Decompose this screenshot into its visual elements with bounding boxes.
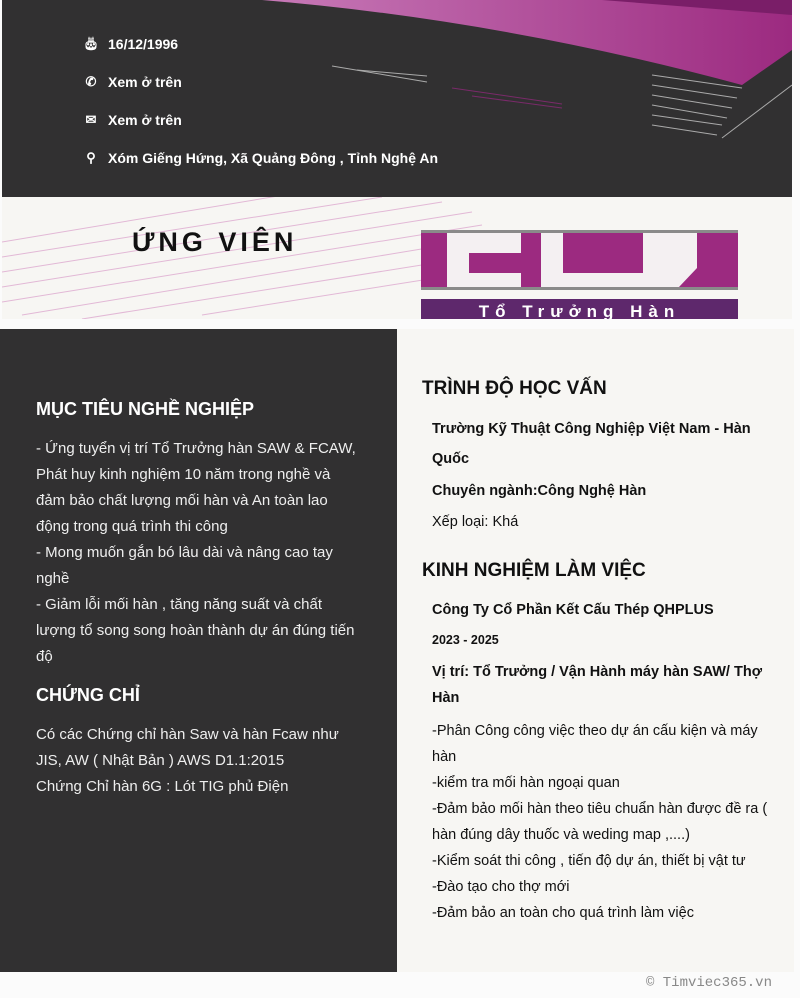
duty-item: -Đào tạo cho thợ mới	[432, 879, 570, 895]
company-name: Công Ty Cổ Phần Kết Cấu Thép QHPLUS	[432, 602, 714, 618]
experience-heading: KINH NGHIỆM LÀM VIỆC	[422, 560, 646, 581]
header	[2, 0, 792, 197]
objective-line: - Giảm lỗi mối hàn , tăng năng suất và chất lượng tổ song song hoàn thành dự án đúng tiến độ	[36, 596, 355, 665]
school-name: Trường Kỹ Thuật Công Nghiệp Việt Nam - Hàn Quốc	[432, 421, 751, 467]
position-banner: Tổ Trưởng Hàn	[421, 299, 738, 319]
left-column	[0, 329, 397, 972]
header-decoration	[2, 0, 792, 197]
phone-row	[82, 74, 182, 90]
objective-heading: MỤC TIÊU NGHỀ NGHIỆP	[36, 399, 255, 419]
work-period: 2023 - 2025	[432, 633, 499, 647]
duty-item: -Kiểm soát thi công , tiến độ dự án, thiết bị vật tư	[432, 853, 746, 869]
phone: Xem ở trên	[108, 74, 182, 90]
email-row	[82, 112, 182, 128]
envelope-icon: ✉	[85, 112, 97, 127]
duty-item: -Đảm bảo mối hàn theo tiêu chuẩn hàn được đề ra ( hàn đúng dây thuốc và weding map ,....)	[432, 801, 768, 843]
certificate-line: Có các Chứng chỉ hàn Saw và hàn Fcaw như JIS, AW ( Nhật Bản ) AWS D1.1:2015	[36, 726, 339, 769]
map-marker-icon: ⚲	[86, 150, 96, 165]
birthday-cake-icon: 🎂︎	[82, 36, 100, 51]
grade: Xếp loại: Khá	[432, 514, 519, 530]
certificates-heading: CHỨNG CHỈ	[36, 685, 140, 705]
job-role: Vị trí: Tổ Trưởng / Vận Hành máy hàn SAW/ Thợ Hàn	[432, 664, 763, 706]
footer-credit: © Timviec365.vn	[645, 975, 772, 991]
duties-list	[432, 718, 777, 926]
objective-text	[36, 436, 356, 670]
right-column	[397, 329, 794, 972]
cv-logo-letters	[421, 233, 738, 287]
duty-item: -Đảm bảo an toàn cho quá trình làm việc	[432, 905, 694, 921]
address-row	[82, 150, 438, 166]
phone-icon: ✆	[85, 74, 97, 89]
candidate-title: ỨNG VIÊN	[132, 227, 298, 257]
duty-item: -Phân Công công việc theo dự án cấu kiện và máy hàn	[432, 723, 758, 765]
major: Chuyên ngành:Công Nghệ Hàn	[432, 483, 647, 499]
birthday-row	[82, 36, 178, 52]
objective-line: - Ứng tuyển vị trí Tổ Trưởng hàn SAW & FCAW, Phát huy kinh nghiệm 10 năm trong nghề và đảm bảo chất lượng mối hàn và An toàn lao động trong quá trình thi công	[36, 440, 356, 535]
education-heading: TRÌNH ĐỘ HỌC VẤN	[422, 378, 607, 399]
objective-line: - Mong muốn gắn bó lâu dài và nâng cao tay nghề	[36, 544, 333, 587]
duty-item: -kiểm tra mối hàn ngoại quan	[432, 775, 620, 791]
profile-band	[2, 197, 792, 319]
certificates-text	[36, 722, 346, 800]
email: Xem ở trên	[108, 112, 182, 128]
birthday: 16/12/1996	[108, 36, 179, 52]
address: Xóm Giếng Hứng, Xã Quảng Đông , Tỉnh Nghệ An	[108, 150, 439, 166]
cv-logo	[421, 230, 738, 290]
certificate-line: Chứng Chỉ hàn 6G : Lót TIG phủ Điện	[36, 778, 289, 795]
